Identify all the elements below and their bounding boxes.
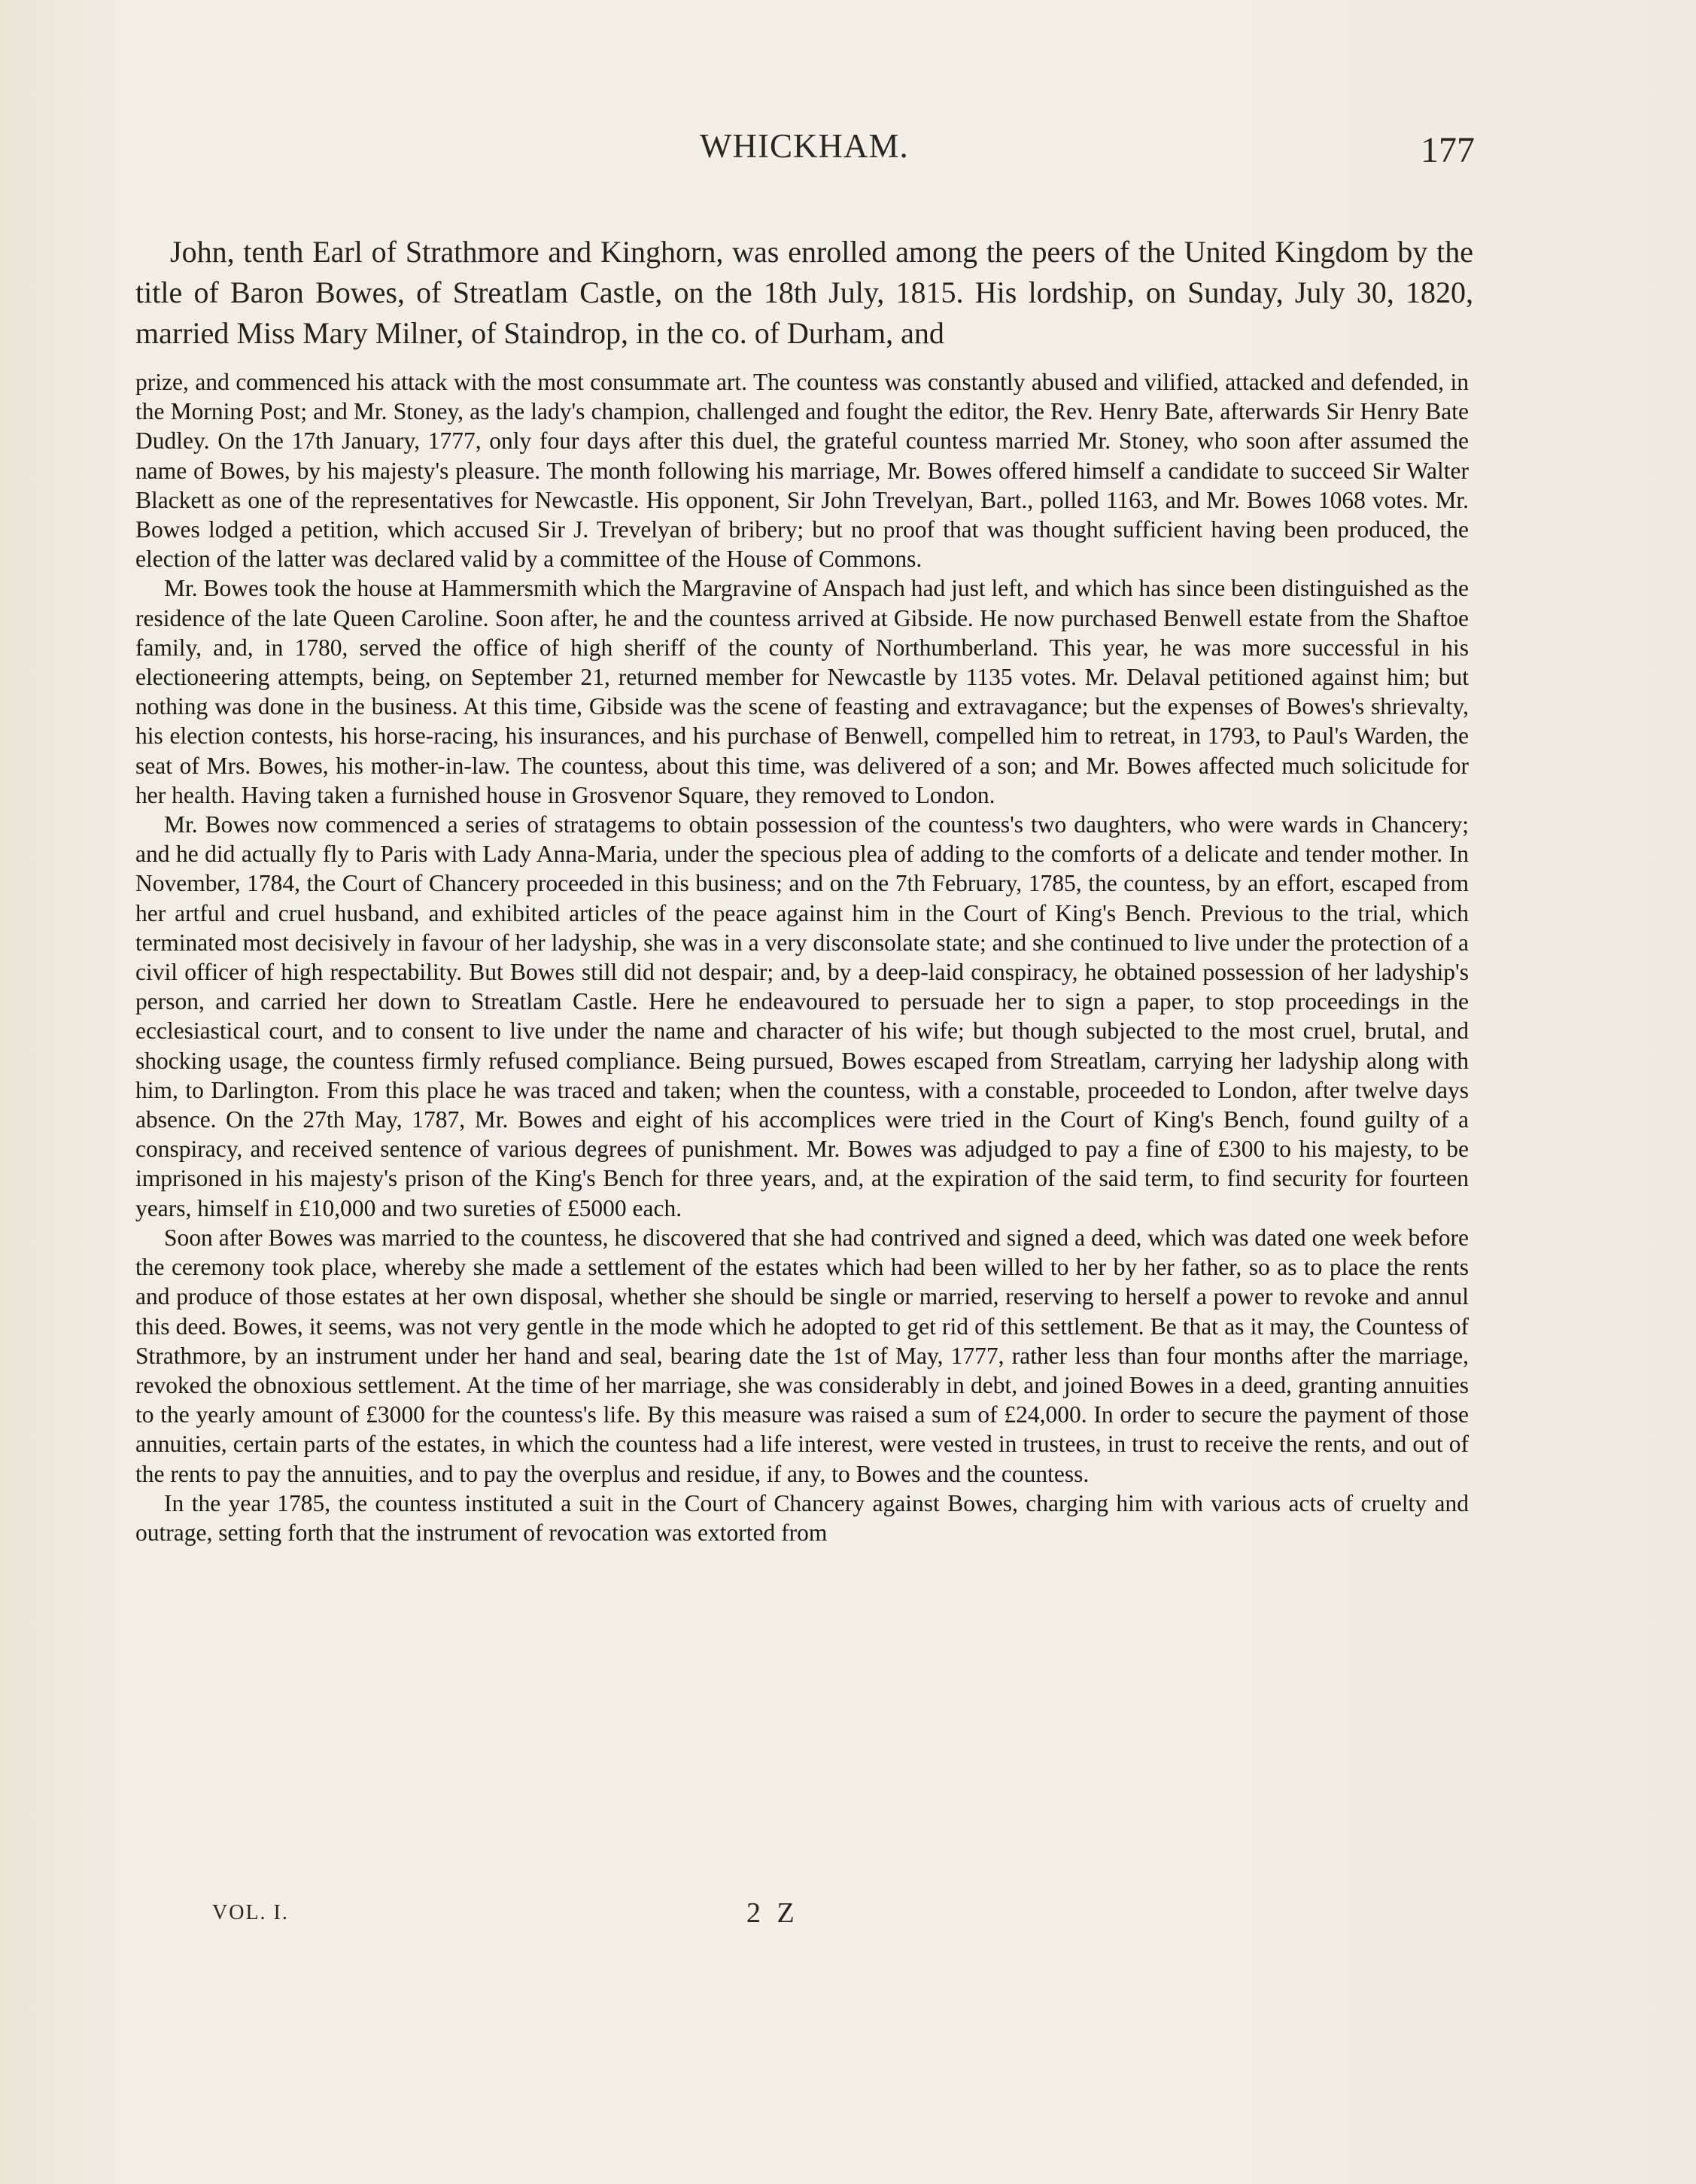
running-title: WHICKHAM. xyxy=(700,127,909,165)
page-footer xyxy=(212,1897,889,1930)
body-paragraph-1: prize, and commenced his attack with the most consummate art. The countess was constantly abused and vilified, attacked and defended, in the Morning Post; and Mr. Stoney, as the lady's champion, challenged and fought the editor, the Rev. Henry Bate, afterwards Sir Henry Bate Dudley. On the 17th January, 1777, only four days after this duel, the grateful countess married Mr. Stoney, who soon after assumed the name of Bowes, by his majesty's pleasure. The month following his marriage, Mr. Bowes offered himself a candidate to succeed Sir Walter Blackett as one of the representatives for Newcastle. His opponent, Sir John Trevelyan, Bart., polled 1163, and Mr. Bowes 1068 votes. Mr. Bowes lodged a petition, which accused Sir J. Trevelyan of bribery; but no proof that was thought sufficient having been produced, the election of the latter was declared valid by a committee of the House of Commons. xyxy=(135,369,1469,573)
body-paragraph-3: Mr. Bowes now commenced a series of stratagems to obtain possession of the countess's two daughters, who were wards in Chancery; and he did actually fly to Paris with Lady Anna-Maria, under the specious plea of adding to the comforts of a delicate and tender mother. In November, 1784, the Court of Chancery proceeded in this business; and on the 7th February, 1785, the countess, by an effort, escaped from her artful and cruel husband, and exhibited articles of the peace against him in the Court of King's Bench. Previous to the trial, which terminated most decisively in favour of her ladyship, she was in a very disconsolate state; and she continued to live under the protection of a civil officer of high respectability. But Bowes still did not despair; and, by a deep-laid conspiracy, he obtained possession of her ladyship's person, and carried her down to Streatlam Castle. Here he endeavoured to persuade her to sign a paper, to stop proceedings in the ecclesiastical court, and to consent to live under the name and character of his wife; but though subjected to the most cruel, brutal, and shocking usage, the countess firmly refused compliance. Being pursued, Bowes escaped from Streatlam, carrying her ladyship along with him, to Darlington. From this place he was traced and taken; when the countess, with a constable, proceeded to London, after twelve days absence. On the 27th May, 1787, Mr. Bowes and eight of his accomplices were tried in the Court of King's Bench, found guilty of a conspiracy, and received sentence of various degrees of punishment. Mr. Bowes was adjudged to pay a fine of £300 to his majesty, to be imprisoned in his majesty's prison of the King's Bench for three years, and, at the expiration of the said term, to find security for fourteen years, himself in £10,000 and two sureties of £5000 each. xyxy=(135,811,1469,1221)
volume-label: VOL. I. xyxy=(212,1901,289,1924)
signature-mark: 2 Z xyxy=(746,1897,799,1929)
page-number: 177 xyxy=(1421,130,1475,170)
lead-paragraph: John, tenth Earl of Strathmore and Kinghorn, was enrolled among the peers of the United Kingdom by the title of Baron Bowes, of Streatlam Castle, on the 18th July, 1815. His lordship, on Sunday, July 30, 1820, married Miss Mary Milner, of Staindrop, in the co. of Durham, and xyxy=(135,235,1473,350)
main-text xyxy=(135,367,1469,1547)
body-paragraph-2: Mr. Bowes took the house at Hammersmith which the Margravine of Anspach had just left, and which has since been distinguished as the residence of the late Queen Caroline. Soon after, he and the countess arrived at Gibside. He now purchased Benwell estate from the Shaftoe family, and, in 1780, served the office of high sheriff of the county of Northumberland. This year, he was more successful in his electioneering attempts, being, on September 21, returned member for Newcastle by 1135 votes. Mr. Delaval petitioned against him; but nothing was done in the business. At this time, Gibside was the scene of feasting and extravagance; but the expenses of Bowes's shrievalty, his election contests, his horse-racing, his insurances, and his purchase of Benwell, compelled him to retreat, in 1793, to Paul's Warden, the seat of Mrs. Bowes, his mother-in-law. The countess, about this time, was delivered of a son; and Mr. Bowes affected much solicitude for her health. Having taken a furnished house in Grosvenor Square, they removed to London. xyxy=(135,575,1469,808)
page-header xyxy=(135,126,1475,179)
body-paragraph-4: Soon after Bowes was married to the countess, he discovered that she had contrived and signed a deed, which was dated one week before the ceremony took place, whereby she made a settlement of the estates which had been willed to her by her father, so as to place the rents and produce of those estates at her own disposal, whether she should be single or married, reserving to herself a power to revoke and annul this deed. Bowes, it seems, was not very gentle in the mode which he adopted to get rid of this settlement. Be that as it may, the Countess of Strathmore, by an instrument under her hand and seal, bearing date the 1st of May, 1777, rather less than four months after the marriage, revoked the obnoxious settlement. At the time of her marriage, she was considerably in debt, and joined Bowes in a deed, granting annuities to the yearly amount of £3000 for the countess's life. By this measure was raised a sum of £24,000. In order to secure the payment of those annuities, certain parts of the estates, in which the countess had a life interest, were vested in trustees, in trust to receive the rents, and out of the rents to pay the annuities, and to pay the overplus and residue, if any, to Bowes and the countess. xyxy=(135,1224,1469,1487)
body-paragraph-5: In the year 1785, the countess instituted a suit in the Court of Chancery against Bowes, charging him with various acts of cruelty and outrage, setting forth that the instrument of revocation was extorted from xyxy=(135,1489,1469,1546)
